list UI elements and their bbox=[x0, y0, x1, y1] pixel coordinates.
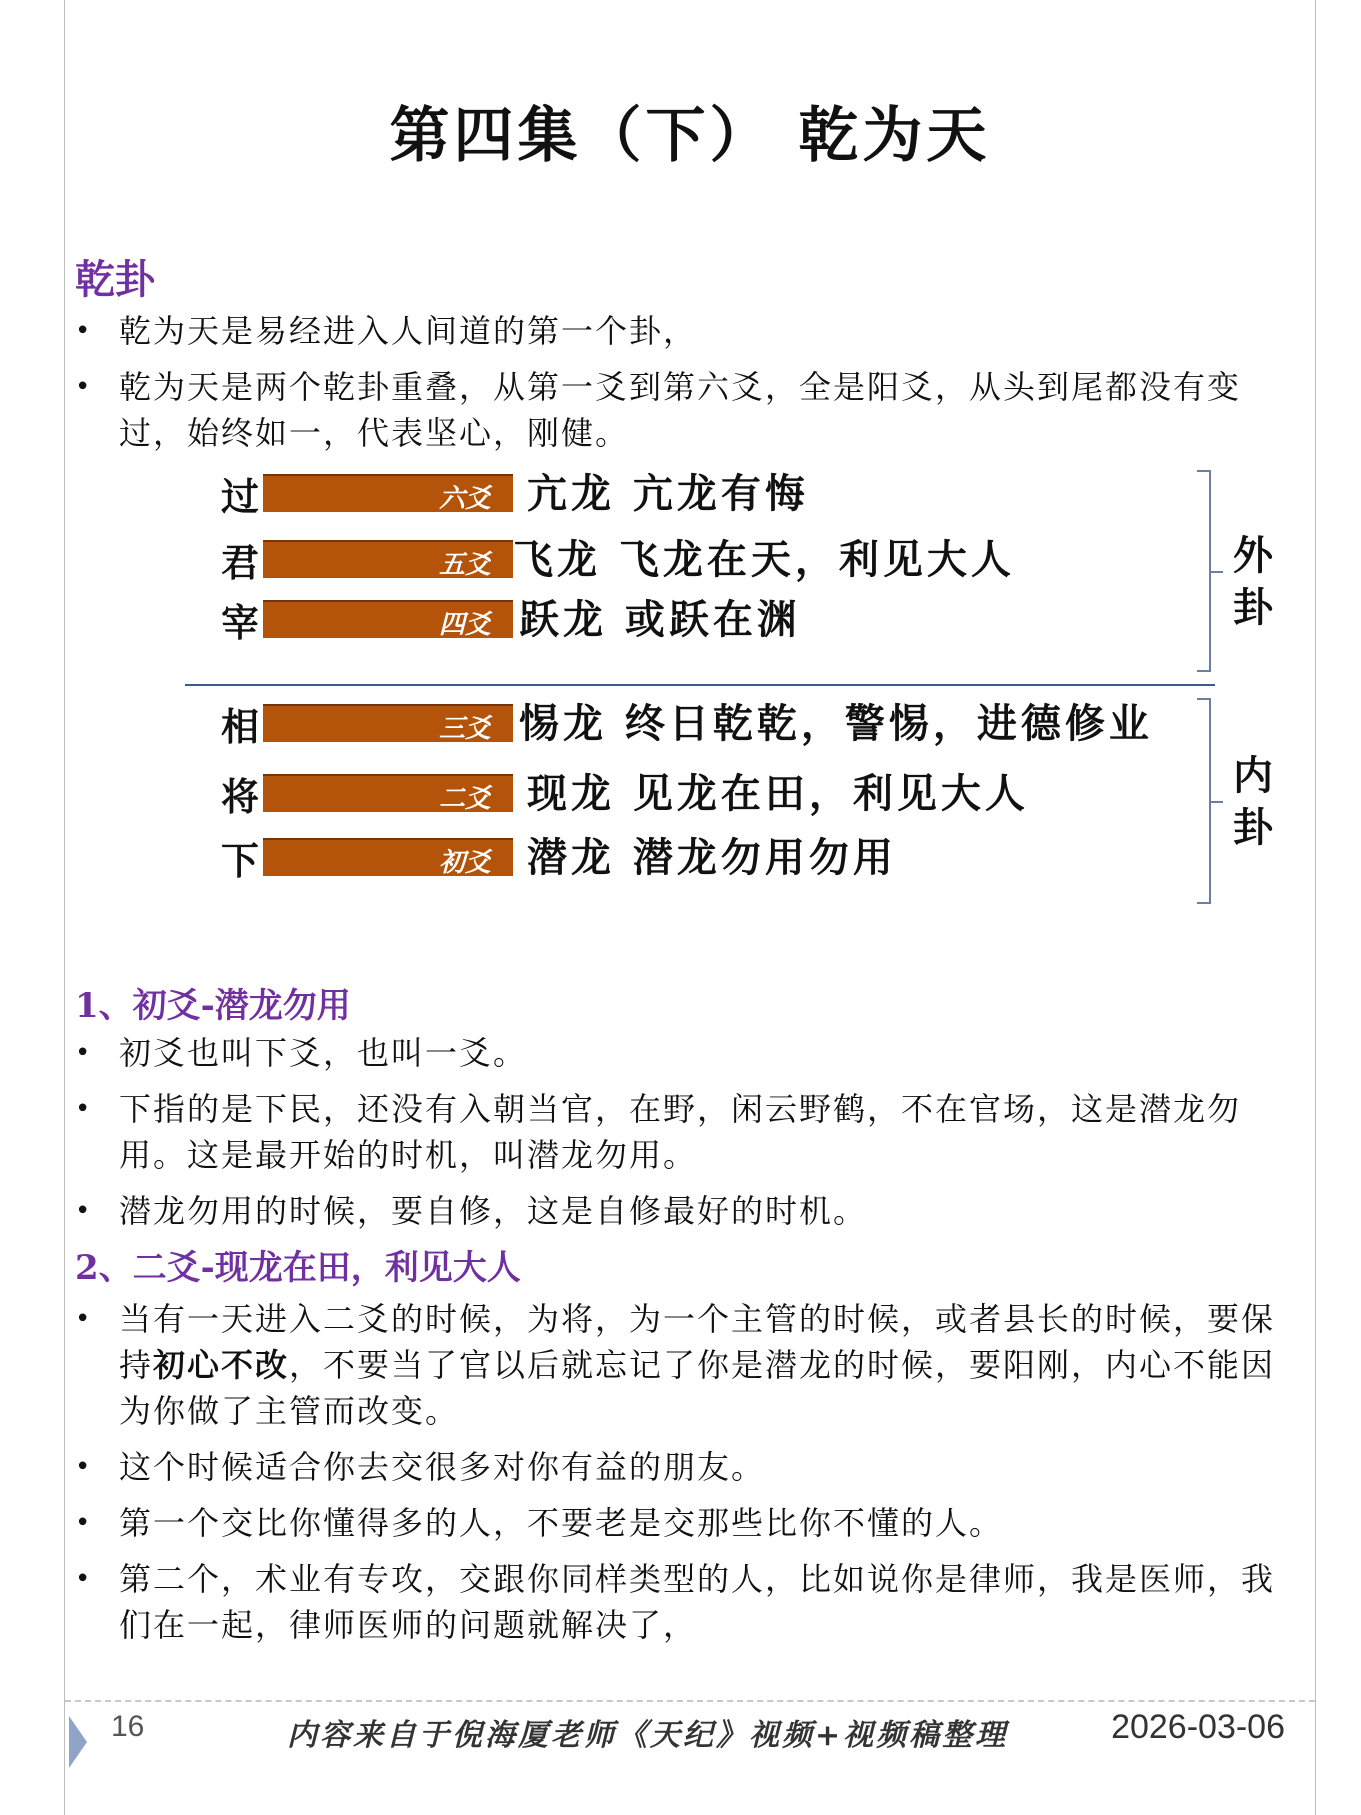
section-heading-first-yao: 1、初爻-潜龙勿用 bbox=[75, 986, 351, 1026]
yang-line-bar bbox=[263, 540, 513, 578]
list-item: • 第一个交比你懂得多的人，不要老是交那些比你不懂的人。 bbox=[65, 1500, 1285, 1546]
yang-line-bar bbox=[263, 600, 513, 638]
text-segment: ，不要当了官以后就忘记了你是潜龙的时候，要阳刚，内心不能因为你做了主管而改变。 bbox=[119, 1346, 1276, 1430]
section-heading-second-yao: 2、二爻-现龙在田，利见大人 bbox=[75, 1248, 521, 1288]
hexagram-row bbox=[125, 470, 1185, 519]
rank-label: 君 bbox=[221, 540, 260, 585]
yang-line-bar bbox=[263, 774, 513, 812]
page-title: 第四集（下） 乾为天 bbox=[389, 101, 991, 171]
page-number: 16 bbox=[111, 1710, 145, 1743]
section-heading-qian-gua: 乾卦 bbox=[75, 256, 155, 303]
outer-trigram-label: 外卦 bbox=[1233, 532, 1273, 631]
yao-label: 初爻 bbox=[438, 848, 491, 878]
list-item: • 乾为天是易经进入人间道的第一个卦， bbox=[65, 308, 1285, 354]
footer-divider bbox=[65, 1700, 1315, 1702]
rank-label: 宰 bbox=[221, 600, 260, 645]
hexagram-row bbox=[125, 834, 1185, 883]
yao-label: 四爻 bbox=[438, 610, 491, 640]
inner-trigram-brace bbox=[1195, 698, 1211, 904]
outer-trigram-brace bbox=[1195, 470, 1211, 672]
footer-credit: 内容来自于倪海厦老师《天纪》视频+视频稿整理 bbox=[287, 1718, 1009, 1753]
bullet-list-second-yao bbox=[65, 1296, 1285, 1658]
yang-line-bar bbox=[263, 474, 513, 512]
hexagram-row bbox=[125, 536, 1185, 585]
yao-description: 现龙 见龙在田，利见大人 bbox=[527, 770, 1029, 817]
list-item: • 下指的是下民，还没有入朝当官，在野，闲云野鹤，不在官场，这是潜龙勿用。这是最开始的时机，叫潜龙勿用。 bbox=[65, 1086, 1285, 1178]
rank-label: 将 bbox=[221, 774, 260, 819]
list-item: • 这个时候适合你去交很多对你有益的朋友。 bbox=[65, 1444, 1285, 1490]
yao-label: 五爻 bbox=[438, 550, 491, 580]
hexagram-row bbox=[125, 596, 1185, 645]
inner-trigram-label: 内卦 bbox=[1233, 752, 1273, 851]
yao-label: 六爻 bbox=[438, 484, 491, 514]
yao-label: 三爻 bbox=[438, 714, 491, 744]
hexagram-diagram bbox=[125, 470, 1273, 910]
rank-label: 下 bbox=[221, 838, 260, 883]
footer-date: 2026-03-06 bbox=[1111, 1708, 1285, 1746]
yao-description: 潜龙 潜龙勿用勿用 bbox=[527, 834, 897, 881]
rank-label: 相 bbox=[221, 704, 260, 749]
list-item: • 乾为天是两个乾卦重叠，从第一爻到第六爻，全是阳爻，从头到尾都没有变过，始终如一，代表坚心，刚健。 bbox=[65, 364, 1285, 456]
bullet-list-intro bbox=[65, 308, 1285, 466]
yao-description: 跃龙 或跃在渊 bbox=[519, 596, 801, 643]
list-item: • 第二个，术业有专攻，交跟你同样类型的人，比如说你是律师，我是医师，我们在一起，律师医师的问题就解决了， bbox=[65, 1556, 1285, 1648]
bullet-list-first-yao bbox=[65, 1030, 1285, 1244]
yao-description: 惕龙 终日乾乾，警惕，进德修业 bbox=[519, 700, 1153, 747]
hexagram-row bbox=[125, 700, 1185, 749]
yang-line-bar bbox=[263, 838, 513, 876]
yao-description: 亢龙 亢龙有悔 bbox=[527, 470, 809, 517]
outer-inner-divider bbox=[185, 684, 1215, 686]
rank-label: 过 bbox=[221, 474, 260, 519]
triangle-arrow-icon bbox=[69, 1716, 87, 1768]
hexagram-row bbox=[125, 770, 1185, 819]
yang-line-bar bbox=[263, 704, 513, 742]
list-item: • 初爻也叫下爻，也叫一爻。 bbox=[65, 1030, 1285, 1076]
yao-label: 二爻 bbox=[438, 784, 491, 814]
emphasis-text: 初心不改 bbox=[153, 1346, 290, 1384]
list-item bbox=[65, 1296, 1285, 1434]
document-page bbox=[64, 0, 1316, 1815]
list-item: • 潜龙勿用的时候，要自修，这是自修最好的时机。 bbox=[65, 1188, 1285, 1234]
text-segment: 当有一天进入二爻的时候，为将，为一个主管的时候，或者县长的时候，要保持 bbox=[119, 1300, 1276, 1384]
yao-description: 飞龙 飞龙在天，利见大人 bbox=[513, 536, 1015, 583]
